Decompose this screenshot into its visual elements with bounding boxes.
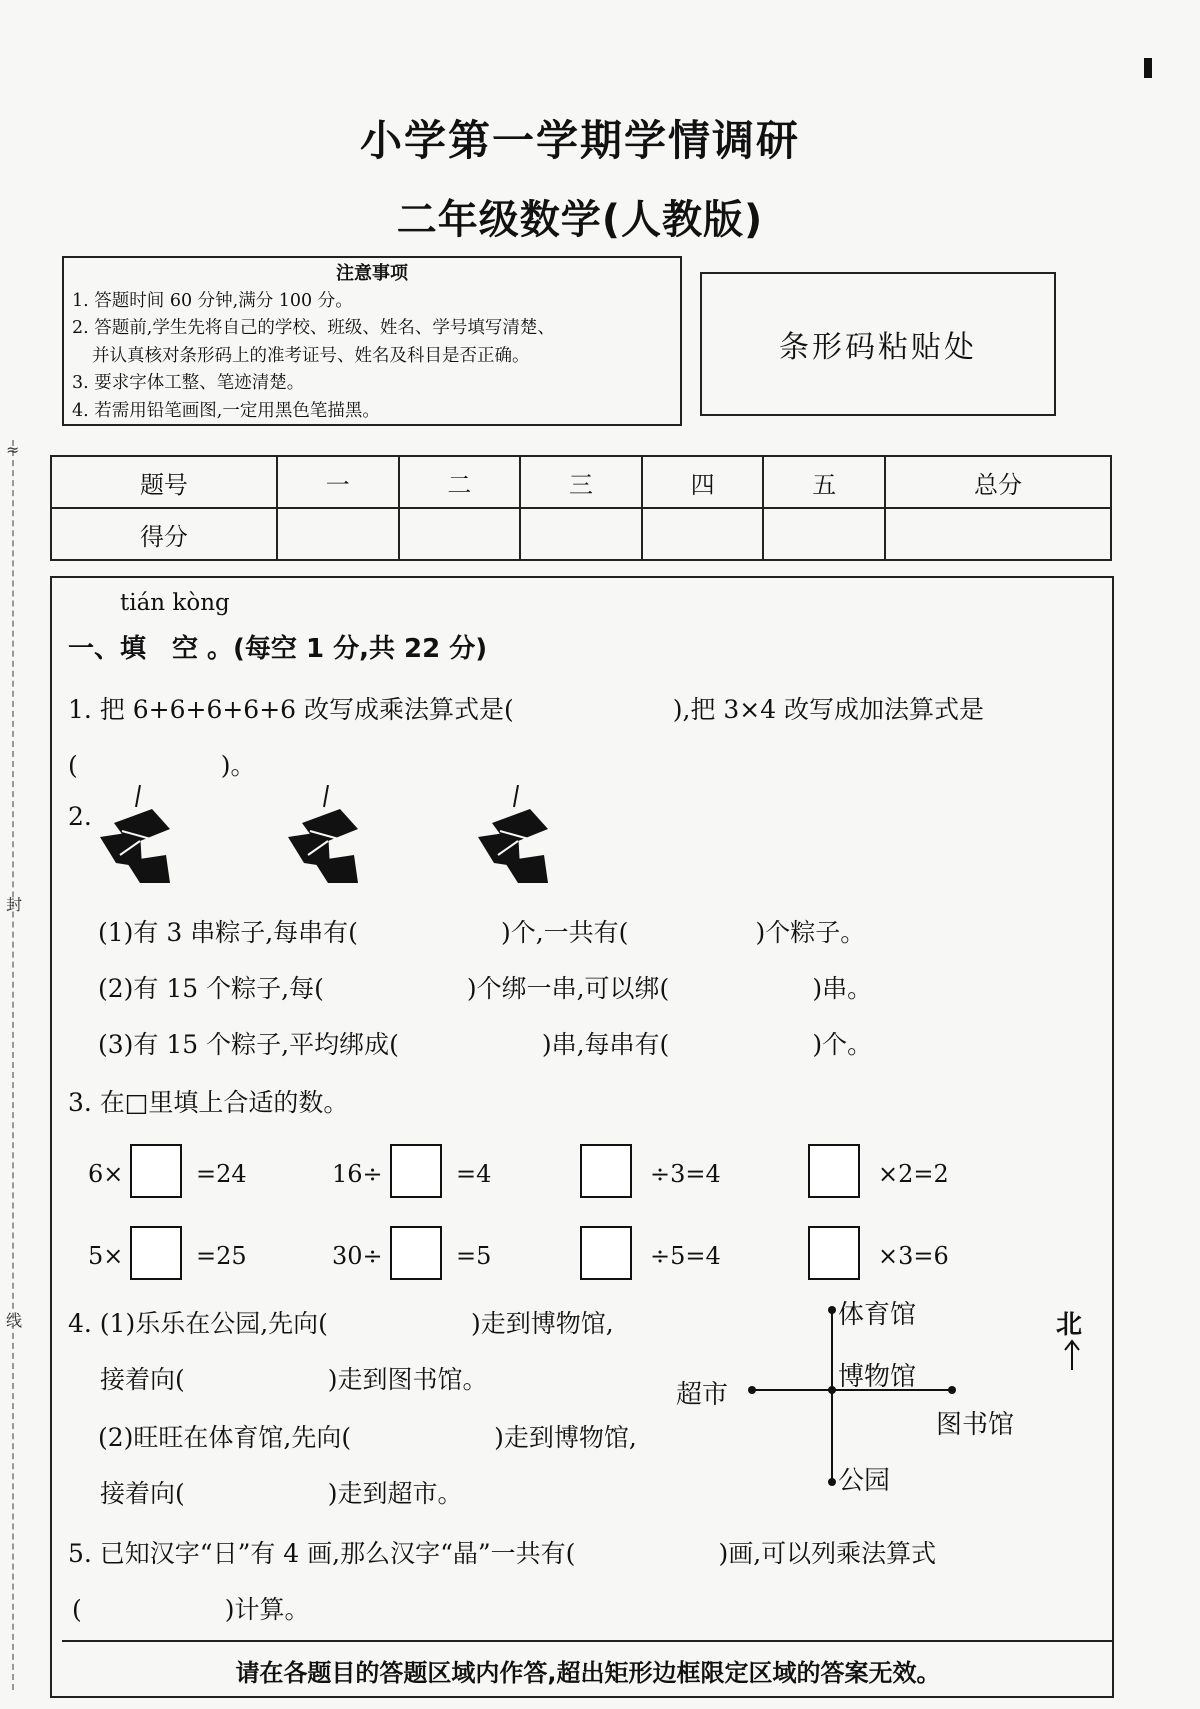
zongzi-bunch-icon xyxy=(288,785,358,883)
footer-note: 请在各题目的答题区域内作答,超出矩形边框限定区域的答案无效。 xyxy=(62,1640,1114,1698)
eq-text: 5× xyxy=(88,1242,124,1270)
table-cell: 得分 xyxy=(51,508,277,560)
score-input-cell[interactable] xyxy=(277,508,399,560)
table-row xyxy=(51,456,1111,508)
eq-text: =5 xyxy=(456,1242,492,1270)
table-cell: 题号 xyxy=(51,456,277,508)
table-cell: 二 xyxy=(399,456,521,508)
question-3-prompt: 3. 在□里填上合适的数。 xyxy=(68,1088,349,1117)
map-point-gym xyxy=(828,1306,836,1314)
answer-box[interactable] xyxy=(808,1144,860,1198)
answer-box[interactable] xyxy=(580,1144,632,1198)
eq-text: =24 xyxy=(196,1160,247,1188)
binding-mark: ≈ xyxy=(6,440,20,459)
answer-box[interactable] xyxy=(130,1144,182,1198)
notice-item: 3. 要求字体工整、笔迹清楚。 xyxy=(72,373,305,393)
map-point-park xyxy=(828,1478,836,1486)
question-4-part-2-line-2: 接着向( )走到超市。 xyxy=(100,1479,463,1508)
score-table xyxy=(50,455,1112,561)
table-cell: 五 xyxy=(763,456,885,508)
question-2-part-2: (2)有 15 个粽子,每( )个绑一串,可以绑( )串。 xyxy=(98,974,873,1003)
score-input-cell[interactable] xyxy=(642,508,764,560)
map-point-market xyxy=(748,1386,756,1394)
map-label-gym: 体育馆 xyxy=(838,1300,917,1330)
section-title: 一、填 空 。(每空 1 分,共 22 分) xyxy=(68,634,488,664)
question-2-number: 2. xyxy=(68,802,92,831)
table-cell: 四 xyxy=(642,456,764,508)
eq-text: 6× xyxy=(88,1160,124,1188)
zongzi-bunch-icon xyxy=(478,785,548,883)
map-label-museum: 博物馆 xyxy=(838,1362,917,1392)
score-input-cell[interactable] xyxy=(763,508,885,560)
answer-box[interactable] xyxy=(390,1226,442,1280)
answer-box[interactable] xyxy=(130,1226,182,1280)
notice-item: 4. 若需用铅笔画图,一定用黑色笔描黑。 xyxy=(72,400,380,421)
table-row xyxy=(51,508,1111,560)
question-4-part-1-line-2: 接着向( )走到图书馆。 xyxy=(100,1365,488,1394)
map-label-park: 公园 xyxy=(838,1466,891,1496)
eq-text: ÷5=4 xyxy=(650,1242,721,1270)
eq-text: 16÷ xyxy=(332,1160,383,1188)
question-2-part-3: (3)有 15 个粽子,平均绑成( )串,每串有( )个。 xyxy=(98,1030,873,1059)
page-subtitle: 二年级数学(人教版) xyxy=(396,197,764,243)
table-cell: 一 xyxy=(277,456,399,508)
table-cell: 三 xyxy=(520,456,642,508)
question-2-part-1: (1)有 3 串粽子,每串有( )个,一共有( )个粽子。 xyxy=(98,918,866,947)
notice-heading: 注意事项 xyxy=(336,263,408,284)
question-5-line-1: 5. 已知汉字“日”有 4 画,那么汉字“晶”一共有( )画,可以列乘法算式 xyxy=(68,1539,937,1568)
answer-box[interactable] xyxy=(808,1226,860,1280)
map-label-market: 超市 xyxy=(676,1380,729,1410)
table-cell: 总分 xyxy=(885,456,1111,508)
notice-item: 并认真核对条形码上的准考证号、姓名及科目是否正确。 xyxy=(92,345,530,366)
zongzi-illustration xyxy=(100,785,580,895)
question-1-line-2: ( )。 xyxy=(68,751,256,780)
question-4-part-2-line-1: (2)旺旺在体育馆,先向( )走到博物馆, xyxy=(98,1423,637,1452)
map-label-north: 北 xyxy=(1056,1310,1083,1340)
eq-text: ÷3=4 xyxy=(650,1160,721,1188)
eq-text: ×3=6 xyxy=(878,1242,949,1270)
eq-text: =4 xyxy=(456,1160,492,1188)
page-title: 小学第一学期学情调研 xyxy=(359,116,800,165)
map-point-library xyxy=(948,1386,956,1394)
eq-text: 30÷ xyxy=(332,1242,383,1270)
question-1-line-1: 1. 把 6+6+6+6+6 改写成乘法算式是( ),把 3×4 改写成加法算式是 xyxy=(68,695,985,724)
answer-frame xyxy=(50,576,1114,1698)
binding-mark: 线 xyxy=(6,1311,23,1330)
eq-text: ×2=2 xyxy=(878,1160,949,1188)
notice-item: 1. 答题时间 60 分钟,满分 100 分。 xyxy=(72,290,353,311)
barcode-area: 条形码粘贴处 xyxy=(700,272,1056,416)
question-4-part-1-line-1: 4. (1)乐乐在公园,先向( )走到博物馆, xyxy=(68,1309,614,1338)
map-point-museum xyxy=(828,1386,836,1394)
zongzi-bunch-icon xyxy=(100,785,170,883)
binding-mark: 封 xyxy=(6,895,23,914)
question-5-line-2: ( )计算。 xyxy=(72,1595,310,1624)
score-input-cell[interactable] xyxy=(399,508,521,560)
corner-mark xyxy=(1144,58,1152,78)
map-label-library: 图书馆 xyxy=(936,1410,1015,1440)
notice-item: 2. 答题前,学生先将自己的学校、班级、姓名、学号填写清楚、 xyxy=(72,318,555,338)
section-pinyin: tián kòng xyxy=(120,590,230,616)
north-arrow-icon xyxy=(1062,1338,1082,1372)
score-input-cell[interactable] xyxy=(885,508,1111,560)
binding-line xyxy=(12,440,14,1690)
answer-box[interactable] xyxy=(580,1226,632,1280)
eq-text: =25 xyxy=(196,1242,247,1270)
answer-box[interactable] xyxy=(390,1144,442,1198)
notice-box xyxy=(62,256,682,426)
score-input-cell[interactable] xyxy=(520,508,642,560)
